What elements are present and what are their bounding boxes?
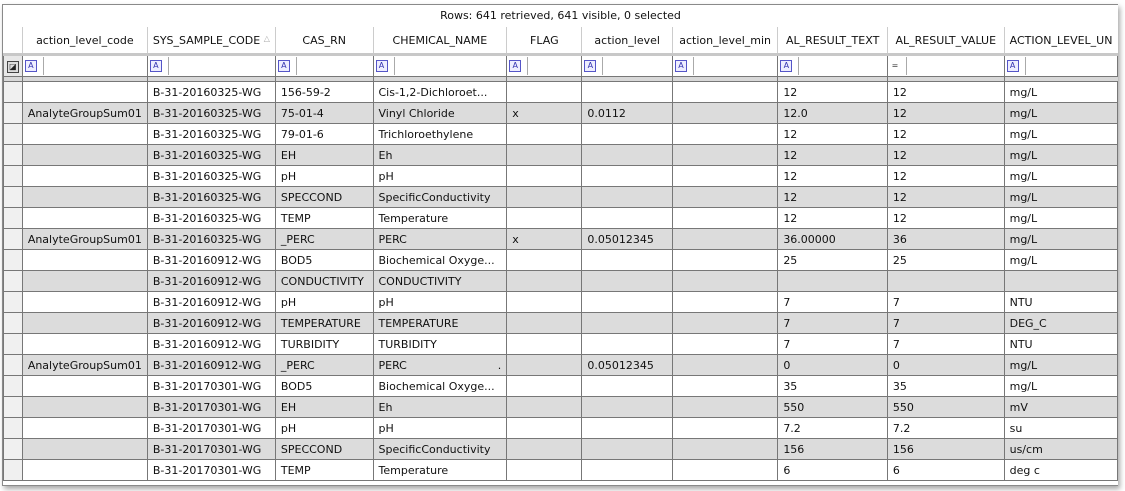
cell-al-result-value[interactable]: 25 (887, 250, 1004, 271)
cell-action-level-min[interactable] (672, 334, 777, 355)
cell-sys-sample-code[interactable]: B-31-20170301-WG (147, 460, 275, 481)
cell-al-result-value[interactable]: 7 (887, 292, 1004, 313)
data-grid (3, 27, 1118, 481)
cell-action-level-min[interactable] (672, 124, 777, 145)
cell-al-result-value[interactable]: 12 (887, 124, 1004, 145)
cell-al-result-text[interactable]: 7 (778, 292, 888, 313)
cell-sys-sample-code[interactable]: B-31-20160325-WG (147, 145, 275, 166)
equals-filter-icon[interactable]: = (891, 61, 899, 70)
cell-chemical-name[interactable]: Trichloroethylene (373, 124, 507, 145)
cell-action-level-code[interactable] (22, 376, 147, 397)
cell-al-result-value[interactable]: 12 (887, 208, 1004, 229)
cell-al-result-text[interactable]: 7.2 (778, 418, 888, 439)
table-row[interactable] (4, 145, 1118, 166)
cell-flag[interactable] (507, 313, 582, 334)
table-row[interactable] (4, 355, 1118, 376)
column-header-label: action_level_min (679, 33, 772, 47)
cell-sys-sample-code[interactable]: B-31-20160325-WG (147, 166, 275, 187)
cell-action-level[interactable]: 0.0112 (582, 103, 673, 124)
cell-flag[interactable] (507, 460, 582, 481)
column-header-action-level-un[interactable] (1004, 27, 1117, 55)
cell-action-level-un[interactable]: us/cm (1004, 439, 1117, 460)
cell-cas-rn[interactable]: _PERC (275, 229, 373, 250)
cell-chemical-name[interactable]: Temperature (373, 208, 507, 229)
cell-action-level-code[interactable] (22, 82, 147, 103)
filter-cell[interactable] (507, 55, 582, 77)
column-header-flag[interactable] (507, 27, 582, 55)
cell-al-result-value[interactable]: 550 (887, 397, 1004, 418)
table-row[interactable] (4, 397, 1118, 418)
row-count-status: Rows: 641 retrieved, 641 visible, 0 selected (440, 9, 681, 22)
table-row[interactable] (4, 103, 1118, 124)
cell-cas-rn[interactable]: pH (275, 418, 373, 439)
filter-cell[interactable] (582, 55, 673, 77)
row-header[interactable] (4, 439, 23, 460)
cell-cas-rn[interactable]: pH (275, 292, 373, 313)
cell-action-level-code[interactable] (22, 397, 147, 418)
table-row[interactable] (4, 460, 1118, 481)
cell-cas-rn[interactable]: BOD5 (275, 250, 373, 271)
cell-al-result-value[interactable]: 0 (887, 355, 1004, 376)
cell-action-level-min[interactable] (672, 397, 777, 418)
cell-action-level[interactable] (582, 187, 673, 208)
row-header[interactable] (4, 271, 23, 292)
cell-cas-rn[interactable]: 79-01-6 (275, 124, 373, 145)
cell-chemical-name[interactable]: TEMPERATURE (373, 313, 507, 334)
cell-action-level-un[interactable]: mg/L (1004, 250, 1117, 271)
cell-cas-rn[interactable]: 75-01-4 (275, 103, 373, 124)
cell-al-result-text[interactable]: 12 (778, 124, 888, 145)
cell-flag[interactable] (507, 82, 582, 103)
cell-flag[interactable] (507, 187, 582, 208)
cell-action-level-min[interactable] (672, 208, 777, 229)
text-filter-icon[interactable]: A (675, 60, 687, 72)
column-header-label: ACTION_LEVEL_UN (1009, 33, 1113, 47)
cell-flag[interactable] (507, 145, 582, 166)
cell-action-level[interactable] (582, 208, 673, 229)
cell-action-level-min[interactable] (672, 145, 777, 166)
cell-action-level-un[interactable]: mg/L (1004, 187, 1117, 208)
cell-action-level-code[interactable] (22, 208, 147, 229)
filter-cell[interactable] (1004, 55, 1117, 77)
cell-action-level-un[interactable] (1004, 271, 1117, 292)
cell-cas-rn[interactable]: TURBIDITY (275, 334, 373, 355)
row-header[interactable] (4, 208, 23, 229)
cell-action-level-un[interactable]: mV (1004, 397, 1117, 418)
cell-cas-rn[interactable]: EH (275, 145, 373, 166)
cell-action-level[interactable] (582, 334, 673, 355)
cell-al-result-value[interactable]: 12 (887, 82, 1004, 103)
table-row[interactable] (4, 376, 1118, 397)
cell-action-level[interactable] (582, 418, 673, 439)
text-filter-icon[interactable]: A (278, 60, 290, 72)
cell-cas-rn[interactable]: TEMP (275, 208, 373, 229)
row-header[interactable] (4, 145, 23, 166)
cell-al-result-value[interactable]: 6 (887, 460, 1004, 481)
text-filter-icon[interactable]: A (150, 60, 162, 72)
cell-action-level-code[interactable] (22, 145, 147, 166)
text-filter-icon[interactable]: A (584, 60, 596, 72)
filter-cell[interactable] (778, 55, 888, 77)
cell-flag[interactable] (507, 208, 582, 229)
text-filter-icon[interactable]: A (25, 60, 37, 72)
table-row[interactable] (4, 166, 1118, 187)
cell-al-result-text[interactable]: 550 (778, 397, 888, 418)
row-header[interactable] (4, 187, 23, 208)
column-header-sys-sample-code[interactable] (147, 27, 275, 55)
cell-action-level-un[interactable]: deg c (1004, 460, 1117, 481)
table-row[interactable] (4, 124, 1118, 145)
column-header-label: SYS_SAMPLE_CODE (152, 33, 261, 47)
cell-chemical-name[interactable]: pH (373, 292, 507, 313)
row-header[interactable] (4, 418, 23, 439)
cell-flag[interactable] (507, 418, 582, 439)
cell-flag[interactable] (507, 166, 582, 187)
column-header-cas-rn[interactable] (275, 27, 373, 55)
text-filter-icon[interactable]: A (1007, 60, 1019, 72)
cell-action-level-un[interactable]: mg/L (1004, 124, 1117, 145)
cell-action-level-code[interactable]: AnalyteGroupSum01 (22, 355, 147, 376)
cell-action-level[interactable] (582, 250, 673, 271)
filter-cell[interactable] (275, 55, 373, 77)
cell-chemical-name[interactable]: Vinyl Chloride (373, 103, 507, 124)
table-row[interactable] (4, 271, 1118, 292)
cell-action-level-un[interactable]: su (1004, 418, 1117, 439)
cell-flag[interactable] (507, 271, 582, 292)
cell-action-level-min[interactable] (672, 355, 777, 376)
column-header-chemical-name[interactable] (373, 27, 507, 55)
cell-sys-sample-code[interactable]: B-31-20160325-WG (147, 103, 275, 124)
table-row[interactable] (4, 250, 1118, 271)
row-header[interactable] (4, 376, 23, 397)
cell-flag[interactable] (507, 124, 582, 145)
text-filter-icon[interactable]: A (376, 60, 388, 72)
table-row[interactable] (4, 229, 1118, 250)
sort-ascending-icon: △ (263, 33, 270, 43)
cell-al-result-value[interactable]: 7 (887, 313, 1004, 334)
cell-action-level[interactable] (582, 376, 673, 397)
cell-chemical-name[interactable]: SpecificConductivity (373, 439, 507, 460)
cell-action-level-min[interactable] (672, 313, 777, 334)
cell-action-level-code[interactable] (22, 124, 147, 145)
cell-flag[interactable] (507, 250, 582, 271)
filter-cell[interactable] (147, 55, 275, 77)
filter-cell[interactable] (887, 55, 1004, 77)
cell-action-level[interactable] (582, 460, 673, 481)
cell-action-level-un[interactable]: mg/L (1004, 208, 1117, 229)
cell-flag[interactable] (507, 376, 582, 397)
cell-sys-sample-code[interactable]: B-31-20160912-WG (147, 292, 275, 313)
cell-action-level[interactable] (582, 82, 673, 103)
row-header[interactable] (4, 250, 23, 271)
cell-action-level[interactable] (582, 439, 673, 460)
cell-action-level-code[interactable] (22, 187, 147, 208)
cell-chemical-name[interactable]: Cis-1,2-Dichloroet... (373, 82, 507, 103)
column-header-action-level[interactable] (582, 27, 673, 55)
text-filter-icon[interactable]: A (509, 60, 521, 72)
cell-action-level-code[interactable] (22, 271, 147, 292)
cell-flag[interactable] (507, 397, 582, 418)
cell-chemical-name[interactable]: pH (373, 418, 507, 439)
cell-sys-sample-code[interactable]: B-31-20170301-WG (147, 376, 275, 397)
cell-chemical-name[interactable]: PERC (373, 229, 507, 250)
cell-al-result-text[interactable]: 156 (778, 439, 888, 460)
column-header-al-result-value[interactable] (887, 27, 1004, 55)
cell-action-level[interactable] (582, 313, 673, 334)
cell-sys-sample-code[interactable]: B-31-20160912-WG (147, 355, 275, 376)
cell-cas-rn[interactable]: BOD5 (275, 376, 373, 397)
cell-action-level-code[interactable] (22, 313, 147, 334)
table-row[interactable] (4, 208, 1118, 229)
cell-action-level[interactable] (582, 397, 673, 418)
cell-al-result-value[interactable]: 12 (887, 103, 1004, 124)
cell-action-level-un[interactable]: NTU (1004, 292, 1117, 313)
cell-sys-sample-code[interactable]: B-31-20160912-WG (147, 334, 275, 355)
column-header-al-result-text[interactable] (778, 27, 888, 55)
cell-action-level[interactable] (582, 145, 673, 166)
cell-cas-rn[interactable]: _PERC (275, 355, 373, 376)
cell-al-result-text[interactable]: 12.0 (778, 103, 888, 124)
cell-action-level-code[interactable]: AnalyteGroupSum01 (22, 229, 147, 250)
cell-action-level-un[interactable]: mg/L (1004, 103, 1117, 124)
cell-al-result-value[interactable]: 12 (887, 187, 1004, 208)
cell-al-result-text[interactable]: 12 (778, 82, 888, 103)
cell-chemical-name[interactable]: PERC . (373, 355, 507, 376)
cell-action-level-min[interactable] (672, 439, 777, 460)
row-header[interactable] (4, 334, 23, 355)
table-row[interactable] (4, 418, 1118, 439)
cell-flag[interactable] (507, 292, 582, 313)
column-header-label: AL_RESULT_VALUE (895, 33, 997, 47)
cell-chemical-name[interactable]: Eh (373, 397, 507, 418)
cell-action-level-min[interactable] (672, 229, 777, 250)
cell-al-result-text[interactable]: 6 (778, 460, 888, 481)
cell-action-level-un[interactable]: mg/L (1004, 229, 1117, 250)
cell-action-level[interactable] (582, 292, 673, 313)
cell-chemical-name[interactable]: Biochemical Oxyge... (373, 250, 507, 271)
cell-al-result-value[interactable] (887, 271, 1004, 292)
cell-cas-rn[interactable]: 156-59-2 (275, 82, 373, 103)
cell-action-level-min[interactable] (672, 376, 777, 397)
cell-chemical-name[interactable]: CONDUCTIVITY (373, 271, 507, 292)
row-header[interactable] (4, 292, 23, 313)
column-header-action-level-code[interactable] (22, 27, 147, 55)
cell-chemical-name[interactable]: Eh (373, 145, 507, 166)
cell-al-result-value[interactable]: 36 (887, 229, 1004, 250)
cell-sys-sample-code[interactable]: B-31-20160912-WG (147, 250, 275, 271)
cell-action-level[interactable] (582, 124, 673, 145)
cell-action-level-min[interactable] (672, 82, 777, 103)
cell-sys-sample-code[interactable]: B-31-20160912-WG (147, 313, 275, 334)
cell-action-level-min[interactable] (672, 166, 777, 187)
row-header[interactable] (4, 460, 23, 481)
cell-action-level-code[interactable] (22, 418, 147, 439)
cell-cas-rn[interactable]: SPECCOND (275, 187, 373, 208)
table-row[interactable] (4, 82, 1118, 103)
cell-flag[interactable] (507, 334, 582, 355)
cell-action-level[interactable] (582, 166, 673, 187)
cell-sys-sample-code[interactable]: B-31-20170301-WG (147, 397, 275, 418)
table-row[interactable] (4, 334, 1118, 355)
table-row[interactable] (4, 187, 1118, 208)
cell-action-level-code[interactable] (22, 292, 147, 313)
cell-al-result-value[interactable]: 7 (887, 334, 1004, 355)
cell-al-result-text[interactable]: 0 (778, 355, 888, 376)
cell-al-result-text[interactable]: 12 (778, 208, 888, 229)
cell-action-level-un[interactable]: mg/L (1004, 166, 1117, 187)
cell-sys-sample-code[interactable]: B-31-20170301-WG (147, 439, 275, 460)
cell-action-level-min[interactable] (672, 103, 777, 124)
cell-al-result-text[interactable]: 36.00000 (778, 229, 888, 250)
cell-chemical-name[interactable]: Temperature (373, 460, 507, 481)
column-header-label: action_level_code (36, 33, 134, 47)
cell-al-result-text[interactable]: 7 (778, 334, 888, 355)
cell-cas-rn[interactable]: TEMPERATURE (275, 313, 373, 334)
cell-chemical-name[interactable]: TURBIDITY (373, 334, 507, 355)
cell-al-result-value[interactable]: 35 (887, 376, 1004, 397)
cell-sys-sample-code[interactable]: B-31-20160912-WG (147, 271, 275, 292)
row-header[interactable] (4, 82, 23, 103)
row-header[interactable] (4, 166, 23, 187)
cell-action-level-un[interactable]: NTU (1004, 334, 1117, 355)
column-header-action-level-min[interactable] (672, 27, 777, 55)
cell-al-result-value[interactable]: 12 (887, 145, 1004, 166)
cell-action-level-min[interactable] (672, 187, 777, 208)
cell-action-level-un[interactable]: DEG_C (1004, 313, 1117, 334)
cell-action-level-un[interactable]: mg/L (1004, 355, 1117, 376)
cell-al-result-value[interactable]: 7.2 (887, 418, 1004, 439)
column-header-label: CHEMICAL_NAME (392, 33, 488, 47)
cell-action-level-code[interactable] (22, 460, 147, 481)
cell-cas-rn[interactable]: TEMP (275, 460, 373, 481)
column-header-label: FLAG (530, 33, 559, 47)
cell-cas-rn[interactable]: SPECCOND (275, 439, 373, 460)
column-header-label: AL_RESULT_TEXT (785, 33, 880, 47)
cell-action-level-code[interactable] (22, 334, 147, 355)
row-header[interactable] (4, 355, 23, 376)
cell-action-level-un[interactable]: mg/L (1004, 376, 1117, 397)
cell-sys-sample-code[interactable]: B-31-20160325-WG (147, 208, 275, 229)
cell-action-level[interactable] (582, 271, 673, 292)
filter-cell[interactable] (22, 55, 147, 77)
text-filter-icon[interactable]: A (780, 60, 792, 72)
filter-cell[interactable] (373, 55, 507, 77)
cell-action-level[interactable]: 0.05012345 (582, 229, 673, 250)
cell-cas-rn[interactable]: pH (275, 166, 373, 187)
cell-al-result-text[interactable]: 35 (778, 376, 888, 397)
cell-cas-rn[interactable]: CONDUCTIVITY (275, 271, 373, 292)
column-header-label: CAS_RN (302, 33, 346, 47)
cell-action-level-min[interactable] (672, 418, 777, 439)
cell-cas-rn[interactable]: EH (275, 397, 373, 418)
table-row[interactable] (4, 313, 1118, 334)
table-row[interactable] (4, 439, 1118, 460)
filter-cell[interactable] (672, 55, 777, 77)
cell-sys-sample-code[interactable]: B-31-20170301-WG (147, 418, 275, 439)
row-header[interactable] (4, 229, 23, 250)
cell-chemical-name[interactable]: pH (373, 166, 507, 187)
cell-sys-sample-code[interactable]: B-31-20160325-WG (147, 229, 275, 250)
cell-action-level[interactable]: 0.05012345 (582, 355, 673, 376)
cell-al-result-text[interactable]: 7 (778, 313, 888, 334)
cell-al-result-text[interactable]: 12 (778, 187, 888, 208)
cell-chemical-name[interactable]: SpecificConductivity (373, 187, 507, 208)
cell-al-result-text[interactable] (778, 271, 888, 292)
cell-action-level-min[interactable] (672, 460, 777, 481)
table-row[interactable] (4, 292, 1118, 313)
cell-flag[interactable]: x (507, 103, 582, 124)
row-header[interactable] (4, 124, 23, 145)
cell-al-result-text[interactable]: 25 (778, 250, 888, 271)
cell-flag[interactable]: x (507, 229, 582, 250)
cell-action-level-un[interactable]: mg/L (1004, 145, 1117, 166)
cell-al-result-text[interactable]: 12 (778, 145, 888, 166)
cell-action-level-min[interactable] (672, 292, 777, 313)
cell-flag[interactable] (507, 355, 582, 376)
column-header-label: action_level (594, 33, 660, 47)
cell-al-result-value[interactable]: 12 (887, 166, 1004, 187)
clear-filters-icon[interactable]: ◪ (4, 55, 23, 77)
cell-al-result-text[interactable]: 12 (778, 166, 888, 187)
cell-action-level-code[interactable] (22, 166, 147, 187)
cell-action-level-code[interactable] (22, 439, 147, 460)
cell-action-level-min[interactable] (672, 250, 777, 271)
cell-flag[interactable] (507, 439, 582, 460)
cell-sys-sample-code[interactable]: B-31-20160325-WG (147, 187, 275, 208)
cell-action-level-code[interactable]: AnalyteGroupSum01 (22, 103, 147, 124)
cell-chemical-name[interactable]: Biochemical Oxyge... (373, 376, 507, 397)
cell-action-level-un[interactable]: mg/L (1004, 82, 1117, 103)
cell-action-level-min[interactable] (672, 271, 777, 292)
data-grid-window (2, 4, 1118, 486)
cell-sys-sample-code[interactable]: B-31-20160325-WG (147, 124, 275, 145)
corner-cell (4, 27, 23, 55)
row-header[interactable] (4, 397, 23, 418)
cell-al-result-value[interactable]: 156 (887, 439, 1004, 460)
row-header[interactable] (4, 103, 23, 124)
cell-action-level-code[interactable] (22, 250, 147, 271)
row-header[interactable] (4, 313, 23, 334)
cell-sys-sample-code[interactable]: B-31-20160325-WG (147, 82, 275, 103)
